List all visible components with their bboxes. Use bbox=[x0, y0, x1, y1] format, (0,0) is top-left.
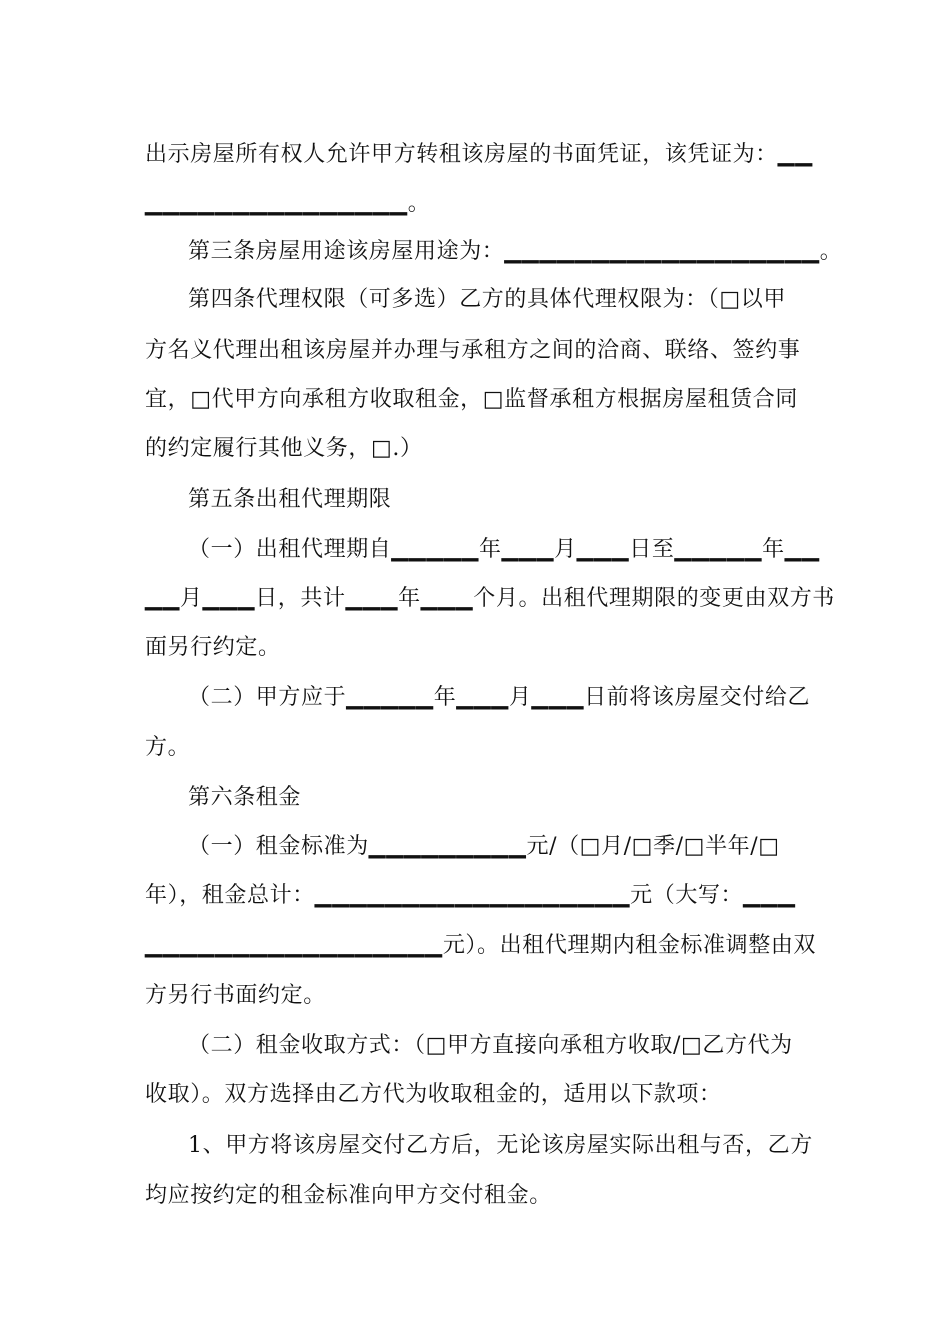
text-line: 收取）。双方选择由乙方代为收取租金的，适用以下款项： bbox=[145, 1082, 722, 1107]
text-line: 的约定履行其他义务，□.） bbox=[145, 436, 423, 461]
text-line: （一）租金标准为▁▁▁▁▁▁▁▁▁元/（□月/□季/□半年/□ bbox=[188, 834, 780, 859]
text-line: 出示房屋所有权人允许甲方转租该房屋的书面凭证，该凭证为：▁▁ bbox=[145, 142, 813, 167]
text-line: 第四条代理权限（可多选）乙方的具体代理权限为：（□以甲 bbox=[188, 287, 786, 312]
text-line: 年），租金总计：▁▁▁▁▁▁▁▁▁▁▁▁▁▁▁▁▁▁元（大写：▁▁▁ bbox=[145, 883, 796, 908]
text-line: 第六条租金 bbox=[188, 785, 302, 810]
text-line: （一）出租代理期自▁▁▁▁▁年▁▁▁月▁▁▁日至▁▁▁▁▁年▁▁ bbox=[188, 537, 820, 562]
text-line: 方名义代理出租该房屋并办理与承租方之间的洽商、联络、签约事 bbox=[145, 338, 801, 363]
text-line: ▁▁月▁▁▁日，共计▁▁▁年▁▁▁个月。出租代理期限的变更由双方书 bbox=[145, 586, 835, 611]
text-line: 方另行书面约定。 bbox=[145, 983, 326, 1008]
text-line: 均应按约定的租金标准向甲方交付租金。 bbox=[145, 1183, 552, 1208]
text-line: 第五条出租代理期限 bbox=[188, 487, 392, 512]
text-line: （二）甲方应于▁▁▁▁▁年▁▁▁月▁▁▁日前将该房屋交付给乙 bbox=[188, 685, 811, 710]
text-line: （二）租金收取方式：（□甲方直接向承租方收取/□乙方代为 bbox=[188, 1033, 793, 1058]
text-line: ▁▁▁▁▁▁▁▁▁▁▁▁▁▁▁。 bbox=[145, 191, 431, 216]
text-line: 面另行约定。 bbox=[145, 635, 281, 660]
text-line: 宜，□代甲方向承租方收取租金，□监督承租方根据房屋租赁合同 bbox=[145, 387, 798, 412]
text-line: 方。 bbox=[145, 735, 191, 760]
text-line: ▁▁▁▁▁▁▁▁▁▁▁▁▁▁▁▁▁元）。出租代理期内租金标准调整由双 bbox=[145, 933, 817, 958]
text-line: 第三条房屋用途该房屋用途为：▁▁▁▁▁▁▁▁▁▁▁▁▁▁▁▁▁▁。 bbox=[188, 239, 843, 264]
text-line: 1、甲方将该房屋交付乙方后，无论该房屋实际出租与否，乙方 bbox=[188, 1133, 813, 1158]
